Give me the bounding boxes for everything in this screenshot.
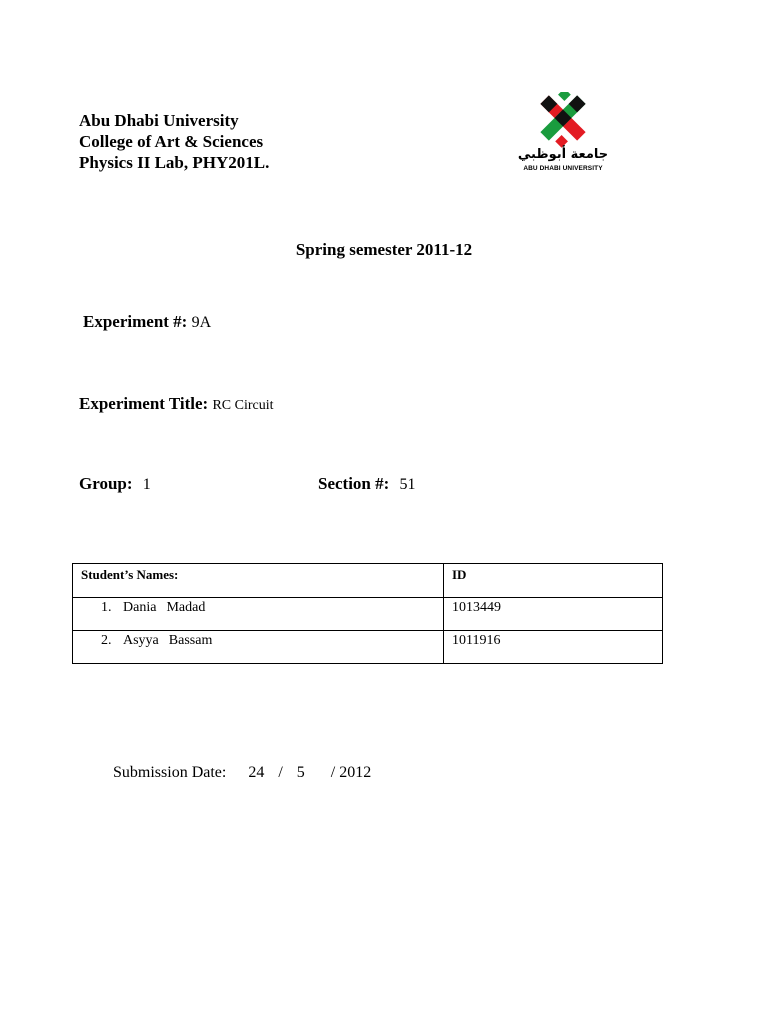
semester-title: Spring semester 2011-12: [295, 240, 473, 259]
institution-header: [79, 110, 269, 173]
experiment-number-label: Experiment #:: [83, 312, 188, 331]
row-number: 2.: [101, 633, 112, 648]
college-name: College of Art & Sciences: [79, 132, 264, 151]
experiment-title-value: RC Circuit: [212, 398, 274, 413]
table-row: [73, 631, 663, 664]
submission-date: Submission Date: 24 / 5 / 2012: [113, 764, 372, 781]
submission-day: 24: [248, 764, 265, 781]
student-first-name: Dania: [123, 600, 157, 615]
student-last-name: Bassam: [168, 633, 213, 648]
section-value: 51: [399, 476, 416, 493]
logo-english-text: ABU DHABI UNIVERSITY: [523, 165, 603, 172]
row-number: 1.: [101, 600, 112, 615]
logo-arabic-text: جامعة أبوظبي: [517, 147, 609, 162]
group-label: Group:: [79, 474, 133, 493]
student-name-cell: [73, 631, 444, 664]
names-column-header: Student’s Names:: [73, 564, 444, 598]
student-id-cell: 1011916: [444, 631, 663, 664]
section-field: [318, 474, 416, 494]
table-header-row: [73, 564, 663, 598]
university-logo: [515, 92, 611, 178]
student-first-name: Asyya: [123, 633, 159, 648]
course-name: Physics II Lab, PHY201L.: [79, 153, 270, 172]
submission-year: 2012: [339, 764, 372, 781]
submission-label: Submission Date:: [113, 764, 227, 781]
experiment-title-field: [79, 394, 274, 414]
student-name-cell: [73, 598, 444, 631]
group-field: [79, 474, 151, 494]
experiment-title-label: Experiment Title:: [79, 394, 209, 413]
id-column-header: ID: [444, 564, 663, 598]
table-row: [73, 598, 663, 631]
students-table: [72, 563, 663, 664]
experiment-number-value: 9A: [191, 314, 212, 331]
experiment-number-field: [83, 312, 211, 332]
student-id-cell: 1013449: [444, 598, 663, 631]
group-value: 1: [142, 476, 151, 493]
section-label: Section #:: [318, 474, 390, 493]
university-name: Abu Dhabi University: [79, 111, 239, 130]
logo-mark-icon: [515, 92, 611, 148]
student-last-name: Madad: [166, 600, 206, 615]
submission-month: 5: [296, 764, 305, 781]
